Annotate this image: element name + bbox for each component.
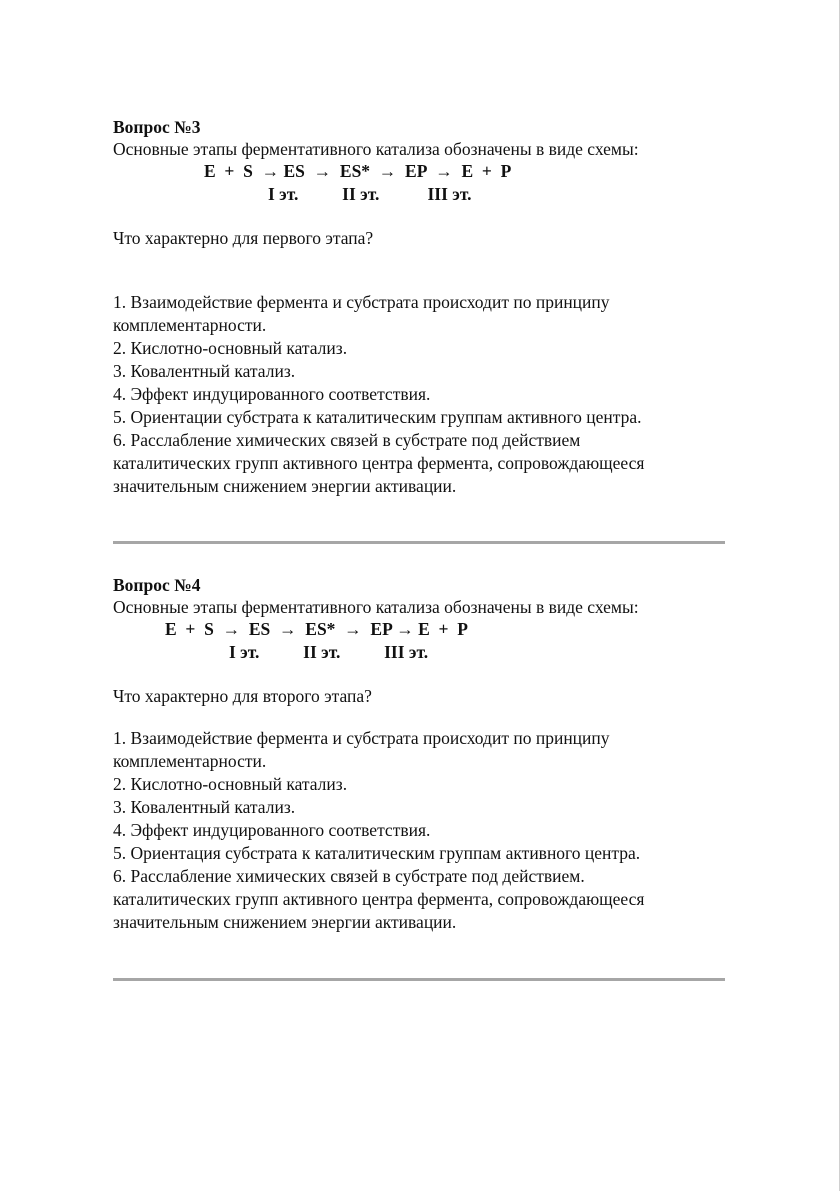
answer-line: 6. Расслабление химических связей в субстрате под действием	[113, 430, 581, 450]
question-title: Вопрос №4	[113, 575, 201, 595]
answer-line: 1. Взаимодействие фермента и субстрата происходит по принципу	[113, 728, 610, 748]
question-text: Что характерно для первого этапа?	[113, 228, 374, 248]
question-title: Вопрос №3	[113, 117, 201, 137]
question-intro: Основные этапы ферментативного катализа обозначены в виде схемы:	[113, 139, 639, 159]
answer-list	[113, 727, 753, 934]
answer-list	[113, 291, 753, 498]
stage-labels: I эт. II эт. III эт.	[268, 184, 472, 204]
stage-labels: I эт. II эт. III эт.	[229, 642, 429, 662]
question-block-3	[113, 116, 753, 498]
answer-line: 5. Ориентация субстрата к каталитическим группам активного центра.	[113, 843, 641, 863]
answer-line: 4. Эффект индуцированного соответствия.	[113, 820, 431, 840]
answer-line: комплементарности.	[113, 751, 267, 771]
question-block-4	[113, 574, 753, 934]
answer-line: каталитических групп активного центра фермента, сопровождающееся	[113, 889, 645, 909]
question-text: Что характерно для второго этапа?	[113, 686, 372, 706]
answer-line: комплементарности.	[113, 315, 267, 335]
answer-line: 2. Кислотно-основный катализ.	[113, 774, 348, 794]
reaction-scheme: E + S → ES → ES* → EP → E + P	[165, 619, 468, 639]
section-divider	[113, 978, 725, 981]
answer-line: 1. Взаимодействие фермента и субстрата происходит по принципу	[113, 292, 610, 312]
answer-line: 6. Расслабление химических связей в субстрате под действием.	[113, 866, 585, 886]
answer-line: 3. Ковалентный катализ.	[113, 361, 296, 381]
answer-line: каталитических групп активного центра фермента, сопровождающееся	[113, 453, 645, 473]
answer-line: 4. Эффект индуцированного соответствия.	[113, 384, 431, 404]
question-intro: Основные этапы ферментативного катализа обозначены в виде схемы:	[113, 597, 639, 617]
answer-line: значительным снижением энергии активации.	[113, 476, 457, 496]
answer-line: 3. Ковалентный катализ.	[113, 797, 296, 817]
reaction-scheme: E + S → ES → ES* → EP → E + P	[204, 161, 512, 181]
answer-line: значительным снижением энергии активации.	[113, 912, 457, 932]
answer-line: 2. Кислотно-основный катализ.	[113, 338, 348, 358]
section-divider	[113, 541, 725, 544]
answer-line: 5. Ориентации субстрата к каталитическим группам активного центра.	[113, 407, 642, 427]
